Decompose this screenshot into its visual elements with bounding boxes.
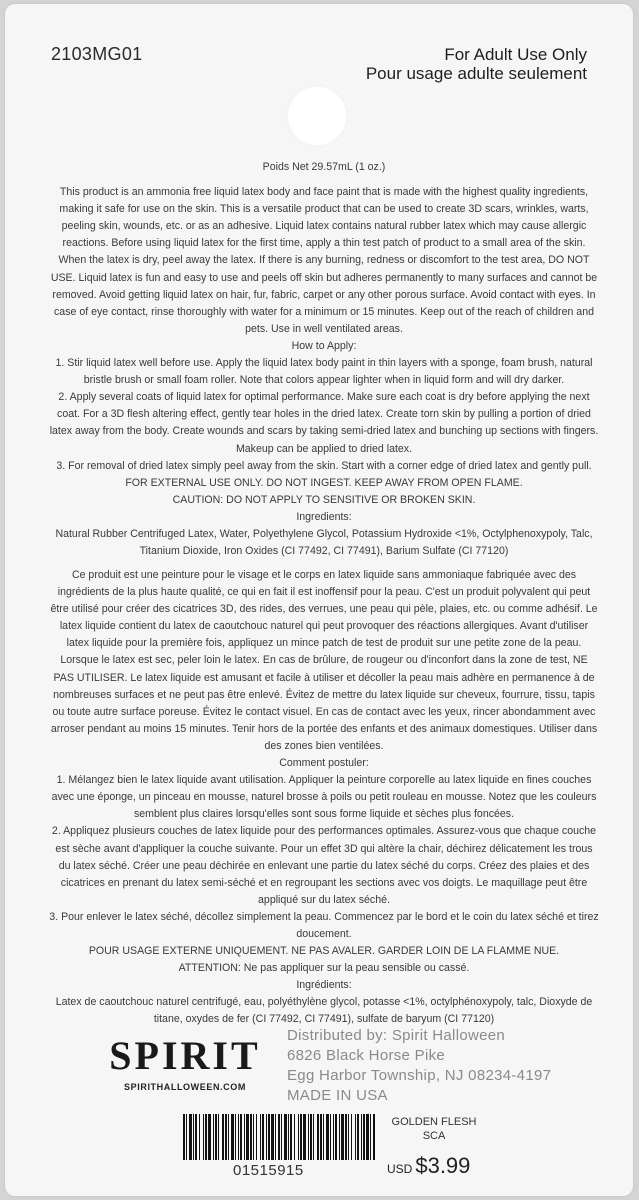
address-line-2: Egg Harbor Township, NJ 08234-4197 [287, 1067, 552, 1084]
barcode-bar [290, 1114, 292, 1160]
logo-wordmark: SPIRIT [109, 1033, 261, 1078]
product-card [5, 4, 633, 1196]
barcode-bar [195, 1114, 197, 1160]
shade-name: GOLDEN FLESH [391, 1116, 477, 1128]
barcode-bar [199, 1114, 200, 1160]
barcode-bar [339, 1114, 340, 1160]
barcode-bar [278, 1114, 280, 1160]
barcode-bar [268, 1114, 270, 1160]
barcode-bar [183, 1114, 185, 1160]
barcode-bar [361, 1114, 362, 1160]
adult-use-fr: Pour usage adulte seulement [365, 64, 587, 83]
spirit-logo [105, 1033, 265, 1092]
barcode-bar [317, 1114, 319, 1160]
barcode-bar [222, 1114, 224, 1160]
shade-info [381, 1115, 487, 1143]
barcode-bar [225, 1114, 227, 1160]
made-in: MADE IN USA [287, 1087, 388, 1104]
product-code: 2103MG01 [51, 44, 143, 64]
barcode-bar [213, 1114, 214, 1160]
barcode-bar [335, 1114, 337, 1160]
french-how-to-title: Comment postuler: [279, 757, 369, 770]
adult-use-notice [366, 45, 587, 83]
french-ingredients-title: Ingrédients: [296, 979, 352, 992]
barcode-bar [300, 1114, 302, 1160]
barcode-bar [345, 1114, 347, 1160]
barcode-bar [348, 1114, 349, 1160]
barcode-bar [370, 1114, 371, 1160]
address-line-1: 6826 Black Horse Pike [287, 1047, 446, 1064]
english-warning-1: FOR EXTERNAL USE ONLY. DO NOT INGEST. KEEP AWAY FROM OPEN FLAME. [125, 476, 523, 489]
distributor-name: Distributed by: Spirit Halloween [287, 1027, 506, 1044]
barcode-bar [288, 1114, 289, 1160]
barcode-bar [341, 1114, 344, 1160]
logo-url: SPIRITHALLOWEEN.COM [124, 1082, 246, 1092]
french-step-3: 3. Pour enlever le latex séché, décollez simplement la peau. Commencez par le bord et le coin du latex séché et tirez doucement. [49, 910, 599, 940]
net-weight: Poids Net 29.57mL (1 oz.) [262, 161, 386, 173]
barcode-bar [333, 1114, 334, 1160]
french-step-2: 2. Appliquez plusieurs couches de latex liquide pour des performances optimales. Assurez-vous que chaque couche est sèche avant d'appliquer la couche suivante. Pour un effet 3D qui altère la chair, déchirez délicatement les trous du latex séché. Créer une peau déchirée en enlevant une partie du latex séché du corps. Créez des plaies et des cicatrices en prenant du latex semi-séché et en regroupant les sections avec vos doigts. Le maquillage peut être appliqué sur du latex séché. [51, 825, 597, 906]
barcode-bar [238, 1114, 239, 1160]
barcode-bar [240, 1114, 242, 1160]
barcode-bar [373, 1114, 375, 1160]
french-intro: Ce produit est une peinture pour le visage et le corps en latex liquide sans ammoniaque fabriquée avec des ingrédients de la plus haute qualité, ce qui en fait il est inoffensif pour la peau. C'est un produit polyvalent qui peut être utilisé pour créer des cicatrices 3D, des rides, des verrues, une peau qui pèle, plaies, etc. ou comme adhésif. Le latex liquide contient du latex de caoutchouc naturel qui peut provoquer des réactions allergiques. Avant d'utiliser latex liquide pour la première fois, appliquez un mince patch de test de produit sur une petite zone de la peau. Lorsque le latex est sec, peler loin le latex. En cas de brûlure, de rougeur ou d'inconfort dans la zone de test, NE PAS UTILISER. Le latex liquide est amusant et facile à utiliser et décoller la peau mais adhère en permanence à de nombreuses surfaces et ne peut pas être enlevé. Évitez de mettre du latex liquide sur cheveux, fourrure, tissu, tapis ou toute autre surface poreuse. Évitez le contact visuel. En cas de contact avec les yeux, rincer abondamment avec arroser pendant au moins 15 minutes. Tenir hors de la portée des enfants et des animaux domestiques. Utiliser dans des zones bien ventilées. [50, 569, 598, 752]
barcode-bar [244, 1114, 245, 1160]
barcode-bar [355, 1114, 356, 1160]
adult-use-en: For Adult Use Only [444, 45, 587, 64]
barcode [183, 1114, 375, 1160]
barcode-bar [231, 1114, 234, 1160]
barcode-bar [205, 1114, 207, 1160]
barcode-bar [189, 1114, 192, 1160]
barcode-bar [266, 1114, 267, 1160]
barcode-bar [303, 1114, 306, 1160]
distributor-block [287, 1026, 551, 1106]
barcode-bar [208, 1114, 211, 1160]
barcode-bar [246, 1114, 249, 1160]
french-ingredients: Latex de caoutchouc naturel centrifugé, eau, polyéthylène glycol, potasse <1%, octylphénoxypoly, talc, Dioxyde de titane, oxydes de fer (CI 77492, CI 77491), sulfate de baryum (CI 77120) [55, 996, 593, 1026]
english-how-to-title: How to Apply: [291, 339, 357, 352]
barcode-bar [215, 1114, 217, 1160]
barcode-bar [326, 1114, 329, 1160]
barcode-bar [308, 1114, 309, 1160]
barcode-bar [284, 1114, 287, 1160]
barcode-bar [193, 1114, 194, 1160]
barcode-bar [253, 1114, 254, 1160]
barcode-bar [250, 1114, 252, 1160]
english-step-1: 1. Stir liquid latex well before use. Apply the liquid latex body paint in thin layers with a sponge, foam brush, natural bristle brush or small foam roller. Note that colors appear lighter when in liquid form and will dry darker. [55, 357, 593, 387]
barcode-bar [310, 1114, 312, 1160]
barcode-bar [298, 1114, 299, 1160]
price-currency: USD [387, 1162, 413, 1176]
barcode-bar [203, 1114, 204, 1160]
barcode-number: 01515915 [233, 1162, 304, 1179]
barcode-bar [256, 1114, 257, 1160]
barcode-bar [228, 1114, 229, 1160]
barcode-bar [218, 1114, 219, 1160]
barcode-bar [323, 1114, 324, 1160]
english-instructions [49, 159, 599, 560]
french-step-1: 1. Mélangez bien le latex liquide avant utilisation. Appliquer la peinture corporelle au latex liquide en fines couches avec une éponge, un pinceau en mousse, naturel brosse à poils ou petit rouleau en mousse. Notez que les couleurs semblent plus claires lorsqu'elles sont sous forme liquide et sèches plus foncées. [51, 774, 597, 821]
barcode-bar [186, 1114, 187, 1160]
french-warning-2: ATTENTION: Ne pas appliquer sur la peau sensible ou cassé. [178, 962, 470, 975]
barcode-bar [294, 1114, 295, 1160]
barcode-bar [351, 1114, 352, 1160]
english-ingredients-title: Ingredients: [296, 510, 352, 523]
barcode-bar [281, 1114, 282, 1160]
english-intro: This product is an ammonia free liquid latex body and face paint that is made with the highest quality ingredients, making it safe for use on the skin. This is a versatile product that can be used to create 3D scars, wrinkles, warts, peeling skin, wounds, etc. or as an adhesive. Liquid latex contains natural rubber latex which may cause allergic reactions. Before using liquid latex for the first time, apply a thin test patch of product to a small area of the skin. When the latex is dry, peel away the latex. If there is any burning, redness or discomfort to the test area, DO NOT USE. Liquid latex is fun and easy to use and peels off skin but adheres permanently to many surfaces and cannot be removed. Avoid getting liquid latex on hair, fur, fabric, carpet or any other porous surface. Avoid contact with eyes. In case of eye contact, rinse thoroughly with water for a minimum or 15 minutes. Keep out of the reach of children and pets. Use in well ventilated areas. [50, 186, 598, 335]
barcode-bar [313, 1114, 314, 1160]
shade-code: SCA [422, 1130, 446, 1142]
hang-hole [286, 85, 348, 147]
price-tag [387, 1153, 470, 1179]
barcode-bar [271, 1114, 274, 1160]
french-instructions [49, 567, 599, 1029]
price-amount: $3.99 [415, 1153, 471, 1178]
barcode-bar [357, 1114, 359, 1160]
french-warning-1: POUR USAGE EXTERNE UNIQUEMENT. NE PAS AVALER. GARDER LOIN DE LA FLAMME NUE. [88, 945, 560, 958]
barcode-bar [275, 1114, 276, 1160]
barcode-bar [260, 1114, 261, 1160]
english-warning-2: CAUTION: DO NOT APPLY TO SENSITIVE OR BROKEN SKIN. [172, 493, 476, 506]
barcode-bar [320, 1114, 322, 1160]
barcode-bar [363, 1114, 365, 1160]
english-step-2: 2. Apply several coats of liquid latex for optimal performance. Make sure each coat is dry before applying the next coat. For a 3D flesh altering effect, gently tear holes in the dried latex. Create torn skin by pulling a portion of dried latex away from the body. Create wounds and scars by taking semi-dried latex and bunching up sections with fingers. Makeup can be applied to dried latex. [49, 391, 599, 455]
barcode-bar [235, 1114, 236, 1160]
english-ingredients: Natural Rubber Centrifuged Latex, Water, Polyethylene Glycol, Potassium Hydroxide <1%, Octylphenoxypoly, Talc, Titanium Dioxide, Iron Oxides (CI 77492, CI 77491), Barium Sulfate (CI 77120) [55, 527, 593, 558]
barcode-bar [330, 1114, 331, 1160]
barcode-bar [262, 1114, 264, 1160]
barcode-bar [366, 1114, 369, 1160]
english-step-3: 3. For removal of dried latex simply peel away from the skin. Start with a corner edge of dried latex and gently pull. [56, 459, 592, 472]
